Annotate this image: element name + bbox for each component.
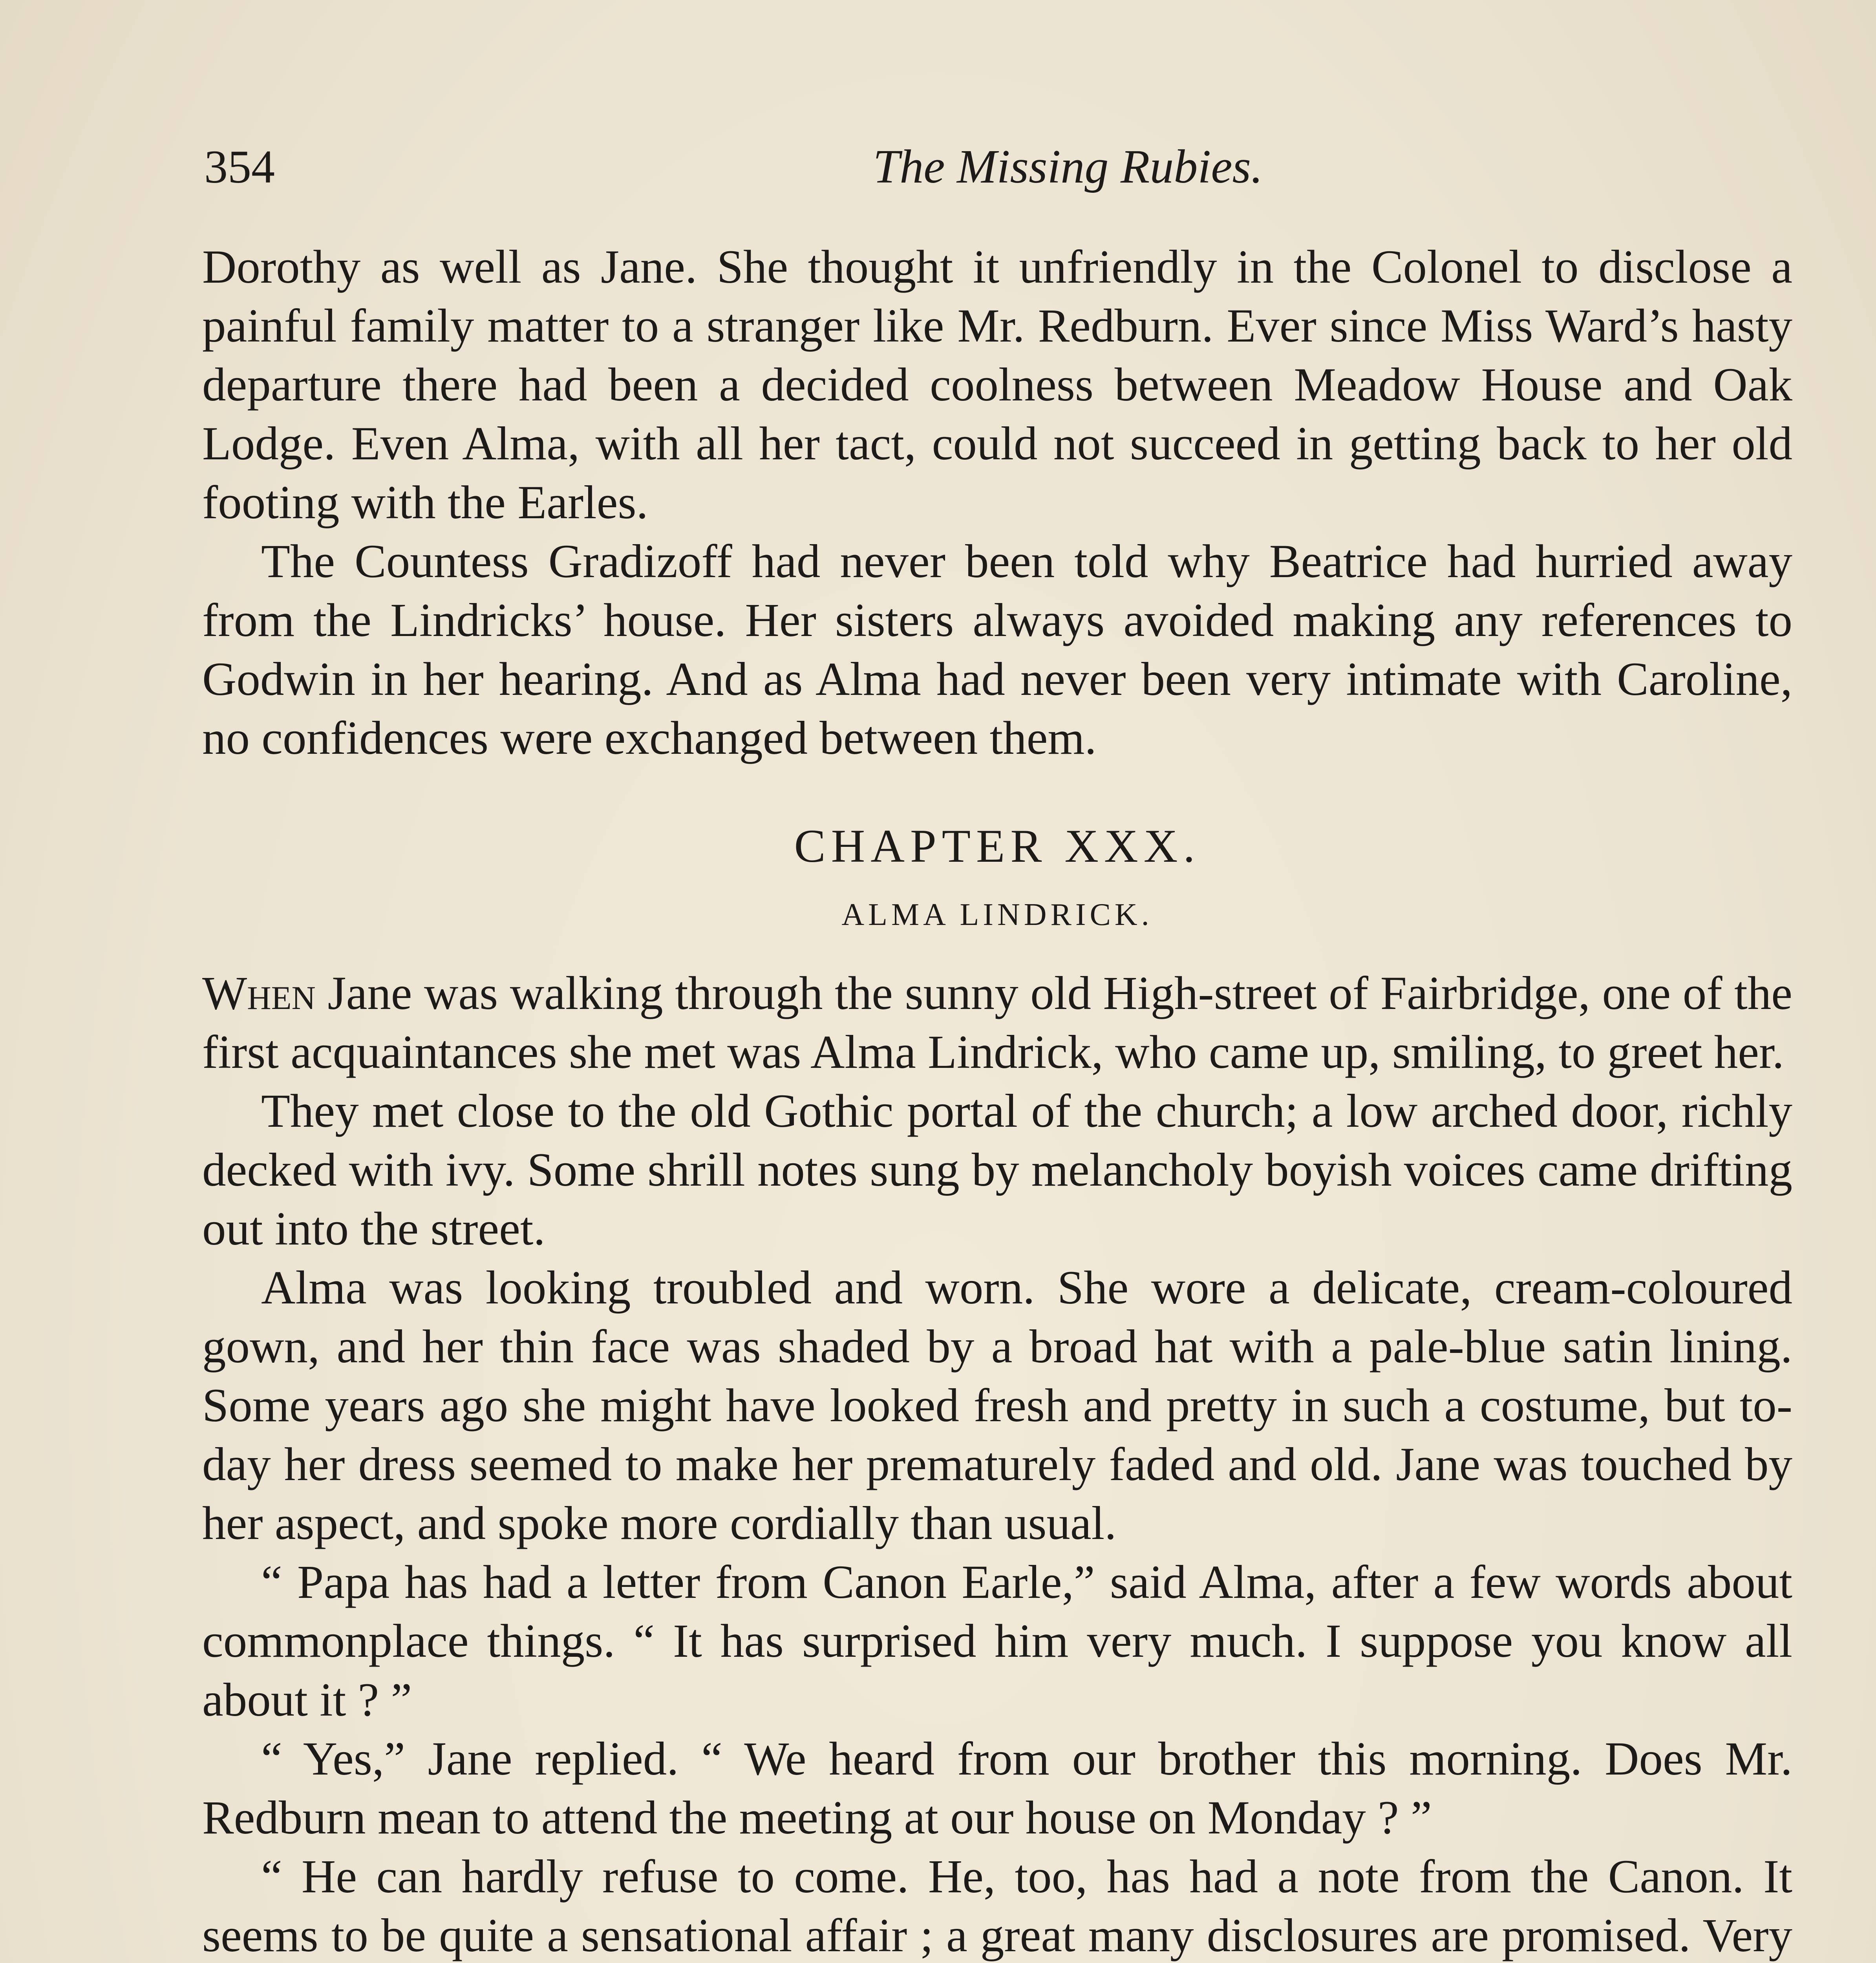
running-title: The Missing Rubies. xyxy=(873,140,1263,193)
paragraph: They met close to the old Gothic portal of the church; a low arched door, richly decked with ivy. Some shrill notes sung by melancholy boyish voices came drifting out into the street. xyxy=(202,1085,1792,1255)
page-number: 354 xyxy=(204,141,275,193)
paragraph xyxy=(202,964,1792,1082)
paragraph: Dorothy as well as Jane. She thought it unfriendly in the Colonel to disclose a painful family matter to a stranger like Mr. Redburn. Ever since Miss Ward’s hasty departure there had been a decided coolness between Meadow House and Oak Lodge. Even Alma, with all her tact, could not succeed in getting back to her old footing with the Earles. xyxy=(202,241,1792,529)
paragraph: Alma was looking troubled and worn. She wore a delicate, cream-coloured gown, and her thin face was shaded by a broad hat with a pale-blue satin lining. Some years ago she might have looked fresh and pretty in such a costume, but to-day her dress seemed to make her prematurely faded and old. Jane was touched by her aspect, and spoke more cordially than usual. xyxy=(202,1261,1792,1550)
paragraph: “ Papa has had a letter from Canon Earle,” said Alma, after a few words about commonplace things. “ It has surprised him very much. I suppose you know all about it ? ” xyxy=(202,1556,1792,1726)
page-header xyxy=(204,135,1794,198)
paragraph: “ He can hardly refuse to come. He, too, has had a note from the Canon. It seems to be quite a sensational affair ; a great many disclosures are promised. Very xyxy=(202,1850,1792,1962)
chapter-subtitle: ALMA LINDRICK. xyxy=(841,897,1153,932)
body-text xyxy=(202,238,1792,1963)
opening-word: When xyxy=(202,967,316,1020)
paragraph: “ Yes,” Jane replied. “ We heard from our brother this morning. Does Mr. Redburn mean to attend the meeting at our house on Monday ? ” xyxy=(202,1733,1792,1844)
paragraph-text: Jane was walking through the sunny old High-street of Fairbridge, one of the first acquaintances she met was Alma Lindrick, who came up, smiling, to greet her. xyxy=(202,967,1792,1078)
chapter-heading: CHAPTER XXX. xyxy=(794,820,1201,872)
paragraph: The Countess Gradizoff had never been told why Beatrice had hurried away from the Lindricks’ house. Her sisters always avoided making any references to Godwin in her hearing. And as Alma had never been very intimate with Caroline, no confidences were exchanged between them. xyxy=(202,535,1792,764)
